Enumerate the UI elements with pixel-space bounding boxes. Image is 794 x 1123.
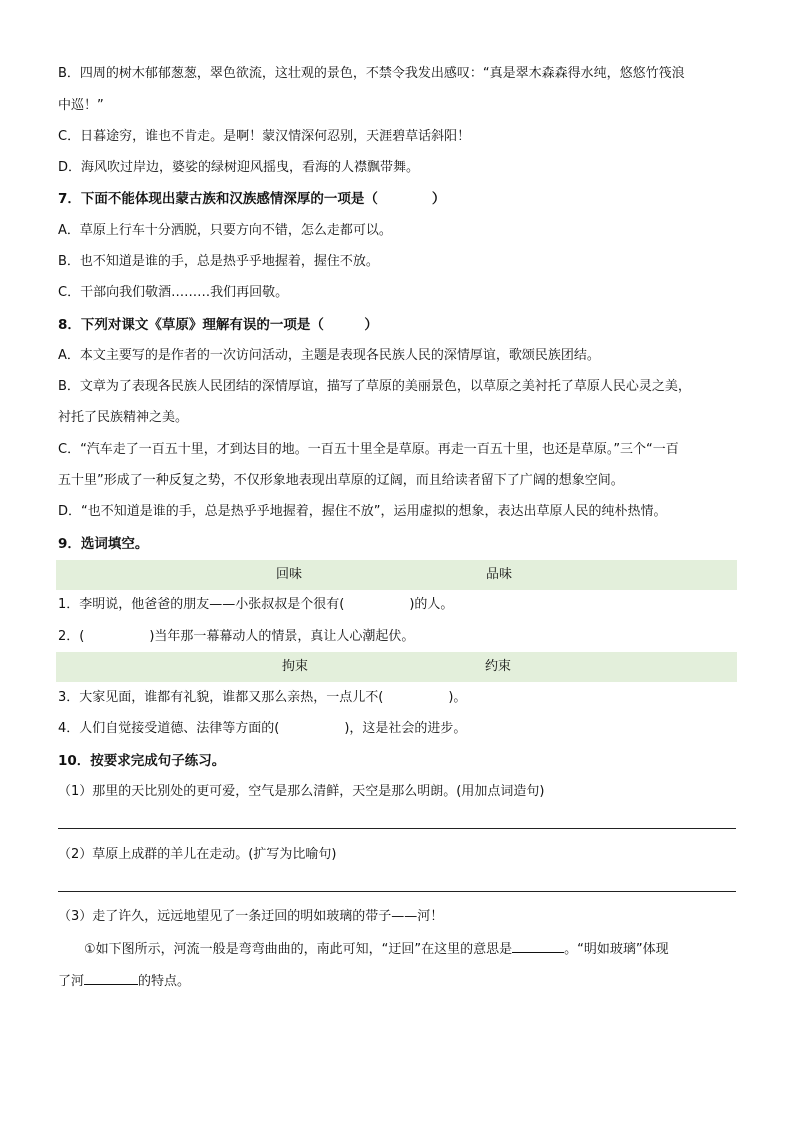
blank-meaning[interactable]: [512, 938, 564, 953]
q10-part-1: （1）那里的天比别处的更可爱，空气是那么清鲜，天空是那么明朗。(用加点词造句): [58, 784, 545, 799]
word-option-pinwei: 品味: [486, 567, 513, 582]
q9-sentence-2: 2．( )当年那一幕幕动人的情景，真让人心潮起伏。: [58, 629, 415, 644]
q8-option-b-line2: 衬托了民族精神之美。: [58, 410, 189, 425]
q7-option-a: A．草原上行车十分洒脱，只要方向不错，怎么走都可以。: [58, 223, 392, 238]
q6-option-d: D．海风吹过岸边，婆娑的绿树迎风摇曳，看海的人襟飘带舞。: [58, 160, 420, 175]
q8-option-b-line1: B．文章为了表现各民族人民团结的深情厚谊，描写了草原的美丽景色，以草原之美衬托了草原人民心灵之美，: [58, 379, 691, 394]
q10-part-2: （2）草原上成群的羊儿在走动。(扩写为比喻句): [58, 847, 337, 862]
q9-sentence-1: 1．李明说，他爸爸的朋友——小张叔叔是个很有( )的人。: [58, 597, 454, 612]
word-choice-band-1: [56, 560, 737, 590]
word-option-yueshu: 约束: [485, 659, 512, 674]
word-choice-band-2: [56, 652, 737, 682]
q10-sub1-text-d: 的特点。: [138, 974, 191, 989]
word-option-jushu: 拘束: [282, 659, 309, 674]
q6-option-c: C．日暮途穷，谁也不肯走。是啊！蒙汉情深何忍别，天涯碧草话斜阳！: [58, 129, 471, 144]
answer-line-1[interactable]: [58, 828, 736, 829]
q10-sub1-line1: [84, 938, 669, 960]
q9-stem: 9．选词填空。: [58, 536, 149, 552]
q9-sentence-3: 3．大家见面，谁都有礼貌，谁都又那么亲热，一点儿不( )。: [58, 690, 467, 705]
q7-stem: 7．下面不能体现出蒙古族和汉族感情深厚的一项是（ ）: [58, 191, 446, 207]
answer-line-2[interactable]: [58, 891, 736, 892]
q7-option-c: C．干部向我们敬酒………我们再回敬。: [58, 285, 289, 300]
q10-stem: 10．按要求完成句子练习。: [58, 753, 226, 769]
q8-stem: 8．下列对课文《草原》理解有误的一项是（ ）: [58, 317, 378, 333]
q7-option-b: B．也不知道是谁的手，总是热乎乎地握着，握住不放。: [58, 254, 379, 269]
blank-feature[interactable]: [84, 970, 138, 985]
q10-sub1-text-c: 了河: [58, 974, 85, 989]
q6-option-b-line2: 中巡！”: [58, 98, 104, 113]
q10-sub1-line2: [58, 970, 190, 992]
q8-option-d: D．“也不知道是谁的手，总是热乎乎地握着，握住不放”，运用虚拟的想象，表达出草原人民的纯朴热情。: [58, 504, 667, 519]
q6-option-b-line1: B．四周的树木郁郁葱葱，翠色欲流，这壮观的景色，不禁令我发出感叹：“真是翠木森森得水纯，悠悠竹筏浪: [58, 66, 685, 81]
q8-option-c-line2: 五十里”形成了一种反复之势，不仅形象地表现出草原的辽阔，而且给读者留下了广阔的想象空间。: [58, 473, 624, 488]
q10-part-3: （3）走了许久，远远地望见了一条迂回的明如玻璃的带子——河！: [58, 909, 444, 924]
q10-sub1-text-b: 。“明如玻璃”体现: [564, 942, 669, 957]
q8-option-c-line1: C．“汽车走了一百五十里，才到达目的地。一百五十里全是草原。再走一百五十里，也还是草原。”三个“一百: [58, 442, 679, 457]
q9-sentence-4: 4．人们自觉接受道德、法律等方面的( )，这是社会的进步。: [58, 721, 467, 736]
q10-sub1-text-a: ①如下图所示，河流一般是弯弯曲曲的，南此可知，“迂回”在这里的意思是: [84, 942, 513, 957]
q8-option-a: A．本文主要写的是作者的一次访问活动，主题是表现各民族人民的深情厚谊，歌颂民族团结。: [58, 348, 600, 363]
word-option-huiwei: 回味: [276, 567, 303, 582]
